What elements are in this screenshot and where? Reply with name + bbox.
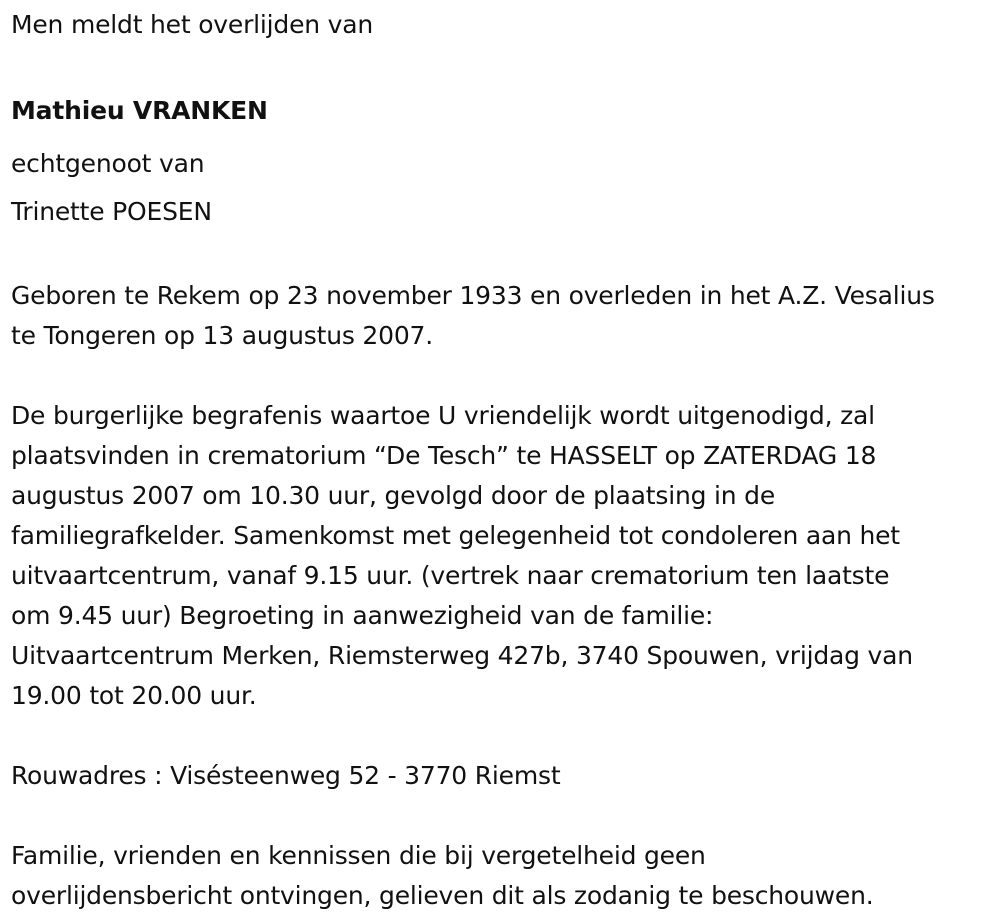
funeral-paragraph: [11, 396, 996, 716]
deceased-name: Mathieu VRANKEN: [11, 96, 268, 125]
paragraph-line: Familie, vrienden en kennissen die bij vergetelheid geen: [11, 841, 706, 870]
paragraph-line: Geboren te Rekem op 23 november 1933 en overleden in het A.Z. Vesalius: [11, 281, 935, 310]
paragraph-line: overlijdensbericht ontvingen, gelieven dit als zodanig te beschouwen.: [11, 881, 874, 910]
spacer: [11, 50, 996, 82]
death-notice: [11, 0, 996, 916]
paragraph-line: uitvaartcentrum, vanaf 9.15 uur. (vertrek naar crematorium ten laatste: [11, 561, 890, 590]
spacer: [11, 236, 996, 276]
paragraph-line: om 9.45 uur) Begroeting in aanwezigheid van de familie:: [11, 601, 714, 630]
mourning-address: Rouwadres : Visésteenweg 52 - 3770 Riemst: [11, 761, 561, 790]
paragraph-line: plaatsvinden in crematorium “De Tesch” te HASSELT op ZATERDAG 18: [11, 441, 877, 470]
spacer: [11, 356, 996, 396]
relation-text: echtgenoot van: [11, 149, 205, 178]
spacer: [11, 716, 996, 756]
spouse-name: Trinette POESEN: [11, 197, 212, 226]
intro-text: Men meldt het overlijden van: [11, 10, 374, 39]
paragraph-line: 19.00 tot 20.00 uur.: [11, 681, 257, 710]
birth-death-paragraph: [11, 276, 996, 356]
closing-paragraph: [11, 836, 996, 916]
paragraph-line: familiegrafkelder. Samenkomst met gelegenheid tot condoleren aan het: [11, 521, 900, 550]
paragraph-line: te Tongeren op 13 augustus 2007.: [11, 321, 434, 350]
paragraph-line: augustus 2007 om 10.30 uur, gevolgd door de plaatsing in de: [11, 481, 775, 510]
paragraph-line: Uitvaartcentrum Merken, Riemsterweg 427b, 3740 Spouwen, vrijdag van: [11, 641, 913, 670]
paragraph-line: De burgerlijke begrafenis waartoe U vriendelijk wordt uitgenodigd, zal: [11, 401, 875, 430]
spacer: [11, 796, 996, 836]
